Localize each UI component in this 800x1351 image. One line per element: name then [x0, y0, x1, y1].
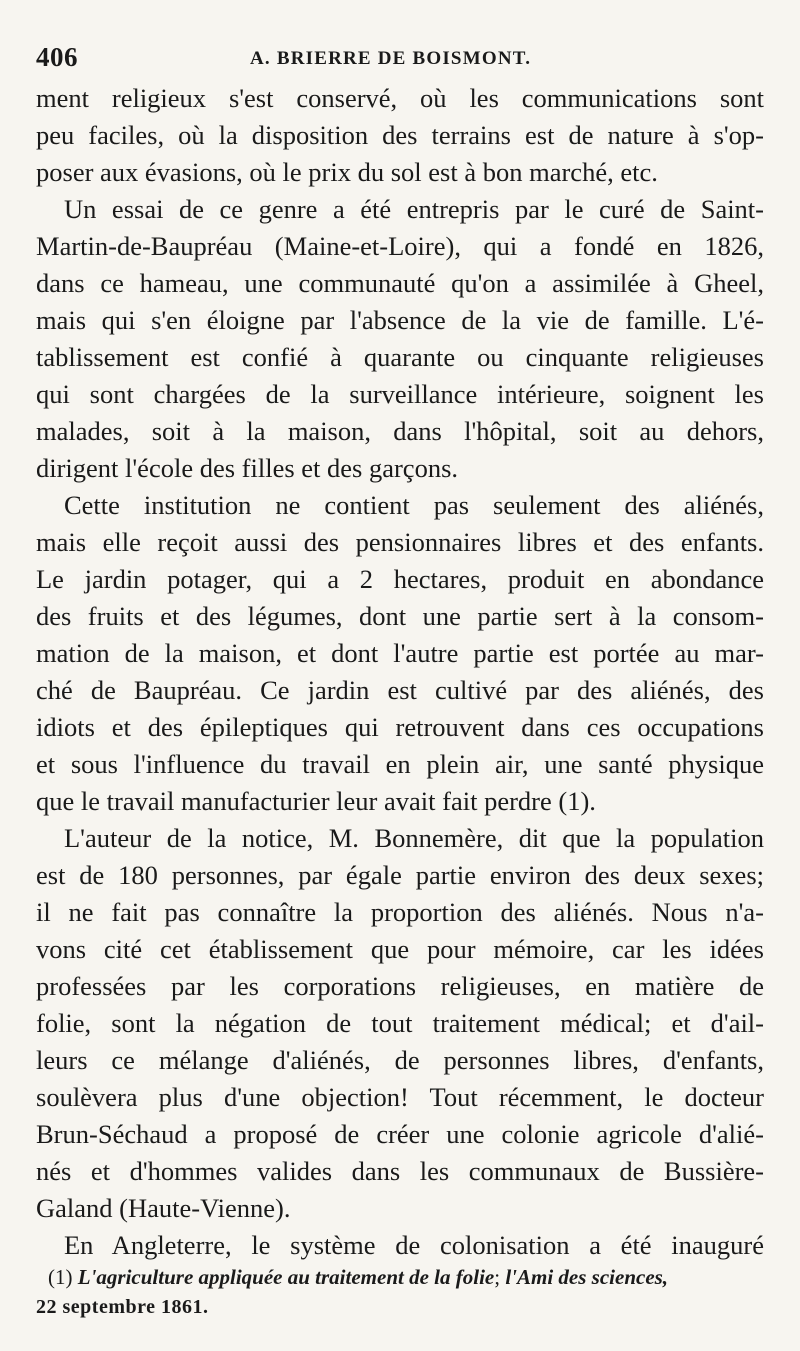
text-line: folie, sont la négation de tout traitement médical; et d'ail- — [36, 1008, 764, 1038]
text-line: En Angleterre, le système de colonisation a été inauguré — [64, 1230, 764, 1260]
footnote-date: 22 septembre 1861. — [36, 1296, 209, 1318]
text-line: Un essai de ce genre a été entrepris par le curé de Saint- — [64, 194, 764, 224]
text-line: soulèvera plus d'une objection! Tout récemment, le docteur — [36, 1082, 764, 1112]
text-line: poser aux évasions, où le prix du sol est à bon marché, etc. — [36, 157, 658, 187]
text-line: Le jardin potager, qui a 2 hectares, produit en abondance — [36, 564, 764, 594]
footnote-marker: (1) — [48, 1265, 73, 1289]
text-line: que le travail manufacturier leur avait fait perdre (1). — [36, 786, 596, 816]
running-head — [36, 42, 766, 76]
text-line: mais elle reçoit aussi des pensionnaires libres et des enfants. — [36, 527, 764, 557]
text-line: tablissement est confié à quarante ou cinquante religieuses — [36, 342, 764, 372]
body-text — [36, 80, 764, 1264]
text-line: des fruits et des légumes, dont une partie sert à la consom- — [36, 601, 764, 631]
footnote-separator: ; — [494, 1265, 506, 1289]
text-line: Brun-Séchaud a proposé de créer une colonie agricole d'alié- — [36, 1119, 764, 1149]
text-line: et sous l'influence du travail en plein air, une santé physique — [36, 749, 764, 779]
text-line: qui sont chargées de la surveillance intérieure, soignent les — [36, 379, 764, 409]
text-line: malades, soit à la maison, dans l'hôpital, soit au dehors, — [36, 416, 764, 446]
text-line: leurs ce mélange d'aliénés, de personnes libres, d'enfants, — [36, 1045, 764, 1075]
text-line: ment religieux s'est conservé, où les communications sont — [36, 83, 764, 113]
text-line: est de 180 personnes, par égale partie environ des deux sexes; — [36, 860, 764, 890]
text-line: il ne fait pas connaître la proportion des aliénés. Nous n'a- — [36, 897, 764, 927]
footnote-line-1 — [36, 1262, 764, 1292]
text-line: mais qui s'en éloigne par l'absence de la vie de famille. L'é- — [36, 305, 764, 335]
text-line: Martin-de-Baupréau (Maine-et-Loire), qui a fondé en 1826, — [36, 231, 764, 261]
text-line: L'auteur de la notice, M. Bonnemère, dit que la population — [64, 823, 764, 853]
text-line: vons cité cet établissement que pour mémoire, car les idées — [36, 934, 764, 964]
text-line: nés et d'hommes valides dans les communaux de Bussière- — [36, 1156, 764, 1186]
text-line: idiots et des épileptiques qui retrouvent dans ces occupations — [36, 712, 764, 742]
text-line: dans ce hameau, une communauté qu'on a assimilée à Gheel, — [36, 268, 764, 298]
text-line: mation de la maison, et dont l'autre partie est portée au mar- — [36, 638, 764, 668]
footnote — [36, 1262, 764, 1322]
text-line: Cette institution ne contient pas seulement des aliénés, — [64, 490, 764, 520]
footnote-title: L'agriculture appliquée au traitement de la folie — [77, 1265, 495, 1289]
text-line: professées par les corporations religieuses, en matière de — [36, 971, 764, 1001]
footnote-source: l'Ami des sciences, — [505, 1265, 669, 1289]
text-line: dirigent l'école des filles et des garçons. — [36, 453, 459, 483]
page-number: 406 — [36, 42, 78, 72]
text-line: peu faciles, où la disposition des terrains est de nature à s'op- — [36, 120, 764, 150]
text-line: Galand (Haute-Vienne). — [36, 1193, 291, 1223]
running-title: A. BRIERRE DE BOISMONT. — [250, 48, 532, 69]
text-line: ché de Baupréau. Ce jardin est cultivé par des aliénés, des — [36, 675, 764, 705]
